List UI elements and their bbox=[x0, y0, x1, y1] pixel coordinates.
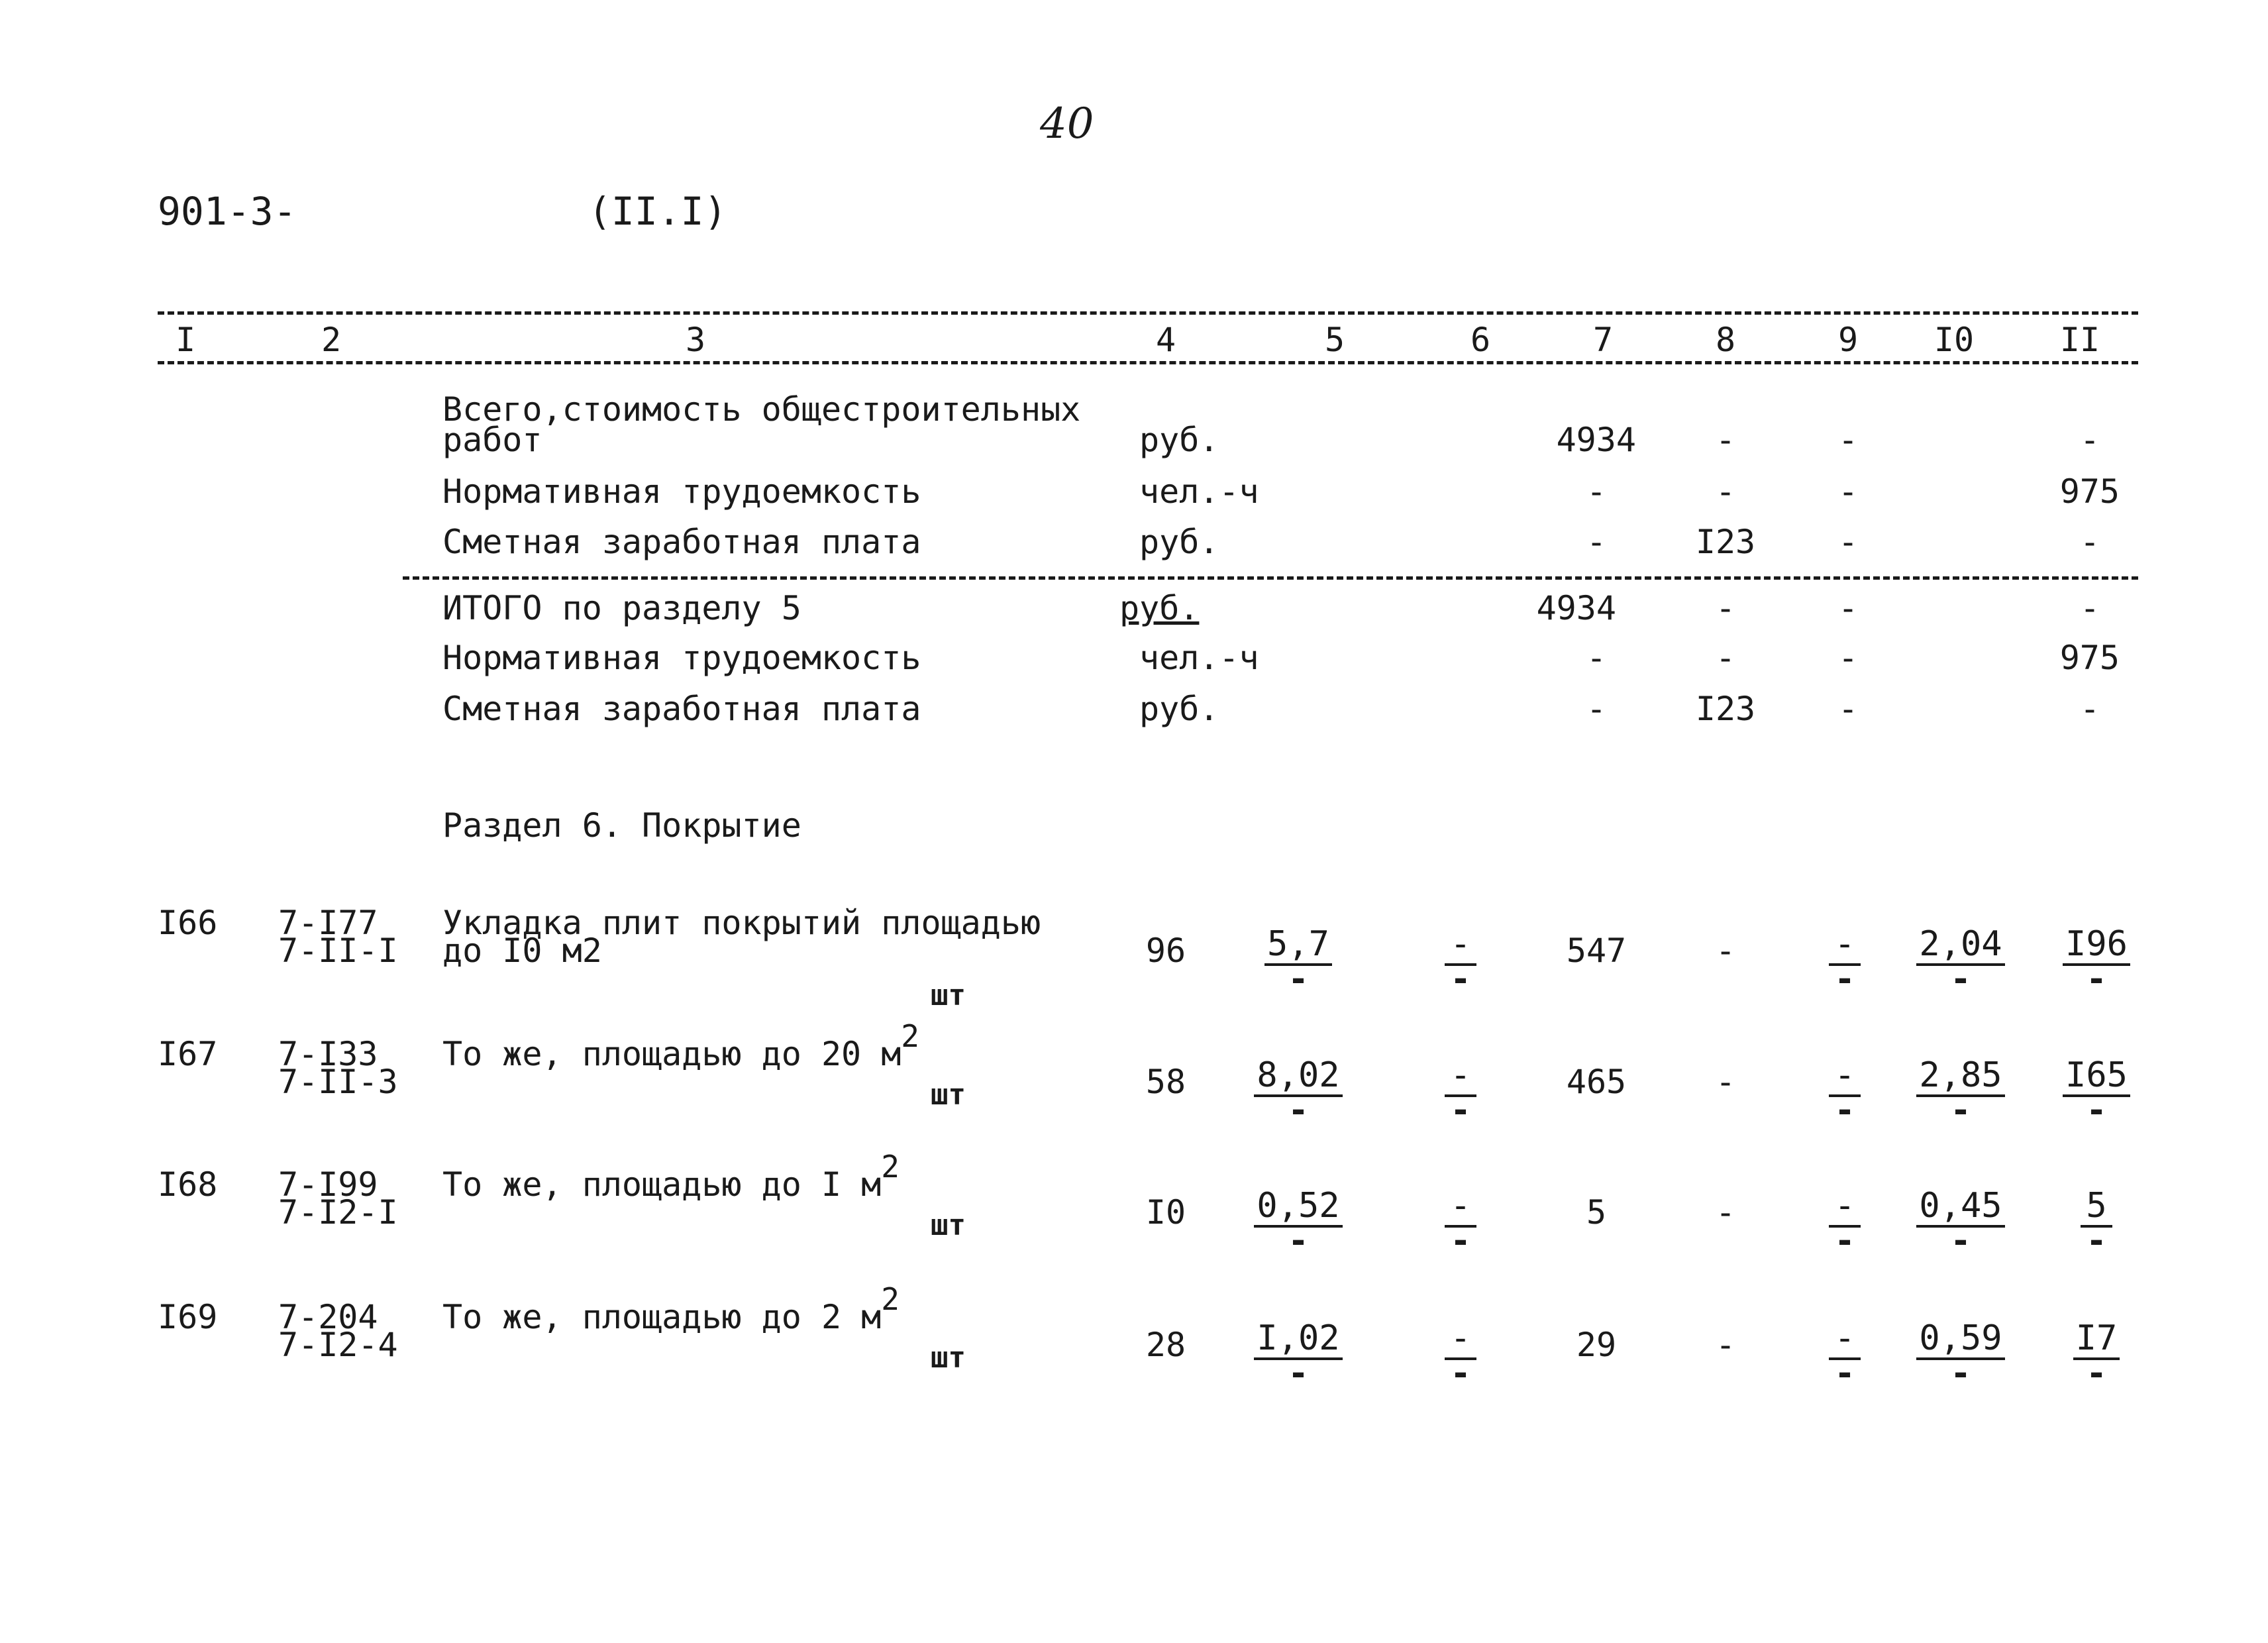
row-description-superscript: 2 bbox=[901, 1018, 919, 1054]
row-col7: 465 bbox=[1566, 1063, 1627, 1101]
row-col5-denominator: - bbox=[1288, 959, 1309, 999]
row-col10-denominator: - bbox=[1950, 1353, 1971, 1393]
row-number: I67 bbox=[158, 1035, 218, 1073]
subtotal-rule bbox=[403, 576, 2138, 580]
row-col9-denominator: - bbox=[1834, 959, 1855, 999]
row-col7: 547 bbox=[1566, 931, 1627, 970]
summary-total-col8: - bbox=[1715, 421, 1736, 459]
col-header-6: 6 bbox=[1470, 321, 1491, 359]
section-wage-col9: - bbox=[1837, 690, 1859, 728]
row-col9: - bbox=[1829, 1056, 1861, 1097]
row-col9-fraction bbox=[1808, 1055, 1881, 1130]
section-labor-col8: - bbox=[1715, 639, 1736, 677]
row-col5: 8,02 bbox=[1254, 1056, 1342, 1097]
row-col6-denominator: - bbox=[1450, 1090, 1471, 1130]
row-code-secondary: 7-I2-I bbox=[278, 1193, 398, 1232]
row-number: I69 bbox=[158, 1298, 218, 1336]
row-code-primary: 7-204 bbox=[278, 1298, 378, 1336]
row-col11: 5 bbox=[2081, 1187, 2112, 1228]
section-wage-col7: - bbox=[1586, 690, 1607, 728]
row-col9-fraction bbox=[1808, 1318, 1881, 1393]
row-quantity: 28 bbox=[1145, 1326, 1186, 1364]
row-number: I66 bbox=[158, 904, 218, 942]
summary-labor-col9: - bbox=[1837, 472, 1859, 511]
col-header-1: I bbox=[175, 321, 196, 359]
row-col11-denominator: - bbox=[2086, 1090, 2107, 1130]
section-labor-col11: 975 bbox=[2059, 639, 2120, 677]
row-code-primary: 7-I77 bbox=[278, 904, 378, 942]
summary-wage-unit: руб. bbox=[1139, 523, 1219, 561]
row-col6-fraction bbox=[1424, 1055, 1497, 1130]
row-col11-denominator: - bbox=[2086, 1221, 2107, 1261]
row-col9-fraction bbox=[1808, 1186, 1881, 1261]
header-top-rule bbox=[158, 311, 2138, 315]
row-col10-fraction bbox=[1908, 1318, 2014, 1393]
row-quantity: I0 bbox=[1145, 1193, 1186, 1232]
row-col11-denominator: - bbox=[2086, 959, 2107, 999]
row-col10: 2,04 bbox=[1916, 925, 2004, 966]
row-code-secondary: 7-I2-4 bbox=[278, 1326, 398, 1364]
section-total-col8: - bbox=[1715, 589, 1736, 627]
row-col5-fraction bbox=[1245, 1186, 1351, 1261]
document-code: 901-3- bbox=[158, 189, 297, 234]
summary-total-col9: - bbox=[1837, 421, 1859, 459]
row-col5-denominator: - bbox=[1288, 1221, 1309, 1261]
row-col5: 0,52 bbox=[1254, 1187, 1342, 1228]
section-total-col7: 4934 bbox=[1536, 589, 1616, 627]
table-reference: (II.I) bbox=[588, 189, 727, 234]
row-col9: - bbox=[1829, 1319, 1861, 1360]
row-description: То же, площадью до 2 м bbox=[442, 1298, 882, 1336]
row-unit: шт bbox=[931, 979, 966, 1012]
row-col9-denominator: - bbox=[1834, 1221, 1855, 1261]
row-col5-denominator: - bbox=[1288, 1090, 1309, 1130]
row-col9: - bbox=[1829, 925, 1861, 966]
row-col5: I,02 bbox=[1254, 1319, 1342, 1360]
summary-total-label-line1: Всего,стоимость общестроительных bbox=[442, 390, 1081, 429]
row-description-superscript: 2 bbox=[881, 1281, 900, 1317]
row-col6-denominator: - bbox=[1450, 1353, 1471, 1393]
row-unit: шт bbox=[931, 1208, 966, 1242]
row-col10-denominator: - bbox=[1950, 1090, 1971, 1130]
row-unit: шт bbox=[931, 1078, 966, 1112]
section-labor-unit: чел.-ч bbox=[1139, 639, 1259, 677]
row-col9-denominator: - bbox=[1834, 1090, 1855, 1130]
section-total-unit: руб. bbox=[1119, 589, 1200, 627]
row-col6: - bbox=[1445, 1319, 1476, 1360]
col-header-11: II bbox=[2059, 321, 2100, 359]
col-header-9: 9 bbox=[1837, 321, 1859, 359]
row-description: То же, площадью до 20 м bbox=[442, 1035, 902, 1073]
row-code-primary: 7-I33 bbox=[278, 1035, 378, 1073]
row-code-primary: 7-I99 bbox=[278, 1165, 378, 1204]
col-header-4: 4 bbox=[1155, 321, 1176, 359]
row-col11-fraction bbox=[2060, 1186, 2133, 1261]
section-labor-label: Нормативная трудоемкость bbox=[442, 639, 921, 677]
row-col10-fraction bbox=[1908, 1186, 2014, 1261]
row-col10-fraction bbox=[1908, 1055, 2014, 1130]
row-col11: I7 bbox=[2073, 1319, 2120, 1360]
row-unit: шт bbox=[931, 1341, 966, 1375]
row-col5-fraction bbox=[1245, 1318, 1351, 1393]
row-col9-fraction bbox=[1808, 924, 1881, 999]
page-number: 40 bbox=[1040, 99, 1094, 148]
row-col11: I65 bbox=[2063, 1056, 2130, 1097]
row-col8: - bbox=[1715, 931, 1736, 970]
section-heading: Раздел 6. Покрытие bbox=[442, 806, 801, 845]
row-col5-denominator: - bbox=[1288, 1353, 1309, 1393]
row-col8: - bbox=[1715, 1326, 1736, 1364]
row-col6: - bbox=[1445, 1056, 1476, 1097]
summary-total-col7: 4934 bbox=[1556, 421, 1636, 459]
row-col10: 0,59 bbox=[1916, 1319, 2004, 1360]
summary-labor-col7: - bbox=[1586, 472, 1607, 511]
row-col10-denominator: - bbox=[1950, 1221, 1971, 1261]
summary-wage-col8: I23 bbox=[1695, 523, 1756, 561]
row-col11: I96 bbox=[2063, 925, 2130, 966]
row-col5-fraction bbox=[1245, 924, 1351, 999]
summary-labor-col11: 975 bbox=[2059, 472, 2120, 511]
row-col10: 0,45 bbox=[1916, 1187, 2004, 1228]
summary-total-unit: руб. bbox=[1139, 421, 1219, 459]
row-col5: 5,7 bbox=[1264, 925, 1332, 966]
col-header-3: 3 bbox=[685, 321, 706, 359]
row-col11-denominator: - bbox=[2086, 1353, 2107, 1393]
section-total-col9: - bbox=[1837, 589, 1859, 627]
col-header-7: 7 bbox=[1592, 321, 1614, 359]
summary-wage-col9: - bbox=[1837, 523, 1859, 561]
summary-labor-unit: чел.-ч bbox=[1139, 472, 1259, 511]
section-labor-col7: - bbox=[1586, 639, 1607, 677]
row-description: Укладка плит покрытий площадью bbox=[442, 904, 1041, 942]
summary-total-col11: - bbox=[2079, 421, 2100, 459]
col-header-8: 8 bbox=[1715, 321, 1736, 359]
row-col9: - bbox=[1829, 1187, 1861, 1228]
section-labor-col9: - bbox=[1837, 639, 1859, 677]
row-col6-fraction bbox=[1424, 924, 1497, 999]
col-header-2: 2 bbox=[321, 321, 342, 359]
summary-wage-col7: - bbox=[1586, 523, 1607, 561]
row-col10-fraction bbox=[1908, 924, 2014, 999]
summary-labor-col8: - bbox=[1715, 472, 1736, 511]
section-wage-unit: руб. bbox=[1139, 690, 1219, 728]
row-col10-denominator: - bbox=[1950, 959, 1971, 999]
section-wage-col8: I23 bbox=[1695, 690, 1756, 728]
col-header-5: 5 bbox=[1324, 321, 1345, 359]
row-col6-denominator: - bbox=[1450, 1221, 1471, 1261]
row-col10: 2,85 bbox=[1916, 1056, 2004, 1097]
row-col9-denominator: - bbox=[1834, 1353, 1855, 1393]
row-col8: - bbox=[1715, 1193, 1736, 1232]
section-total-label: ИТОГО по разделу 5 bbox=[442, 589, 801, 627]
row-col8: - bbox=[1715, 1063, 1736, 1101]
row-col11-fraction bbox=[2060, 924, 2133, 999]
row-col11-fraction bbox=[2060, 1055, 2133, 1130]
summary-total-label-line2: работ bbox=[442, 421, 542, 459]
section-wage-col11: - bbox=[2079, 690, 2100, 728]
row-description: То же, площадью до I м bbox=[442, 1165, 882, 1204]
row-col7: 29 bbox=[1576, 1326, 1617, 1364]
section-total-col11: - bbox=[2079, 589, 2100, 627]
row-number: I68 bbox=[158, 1165, 218, 1204]
row-col6-fraction bbox=[1424, 1186, 1497, 1261]
summary-wage-col11: - bbox=[2079, 523, 2100, 561]
row-code-secondary: 7-II-I bbox=[278, 931, 398, 970]
row-col6-fraction bbox=[1424, 1318, 1497, 1393]
row-col7: 5 bbox=[1586, 1193, 1607, 1232]
row-description-superscript: 2 bbox=[881, 1149, 900, 1185]
summary-wage-label: Сметная заработная плата bbox=[442, 523, 921, 561]
header-bottom-rule bbox=[158, 361, 2138, 364]
row-col5-fraction bbox=[1245, 1055, 1351, 1130]
section-wage-label: Сметная заработная плата bbox=[442, 690, 921, 728]
row-description-line2: до I0 м2 bbox=[442, 931, 602, 970]
col-header-10: I0 bbox=[1933, 321, 1975, 359]
row-quantity: 58 bbox=[1145, 1063, 1186, 1101]
row-col6: - bbox=[1445, 1187, 1476, 1228]
row-col11-fraction bbox=[2060, 1318, 2133, 1393]
row-quantity: 96 bbox=[1145, 931, 1186, 970]
row-col6-denominator: - bbox=[1450, 959, 1471, 999]
summary-labor-label: Нормативная трудоемкость bbox=[442, 472, 921, 511]
row-col6: - bbox=[1445, 925, 1476, 966]
row-code-secondary: 7-II-3 bbox=[278, 1063, 398, 1101]
